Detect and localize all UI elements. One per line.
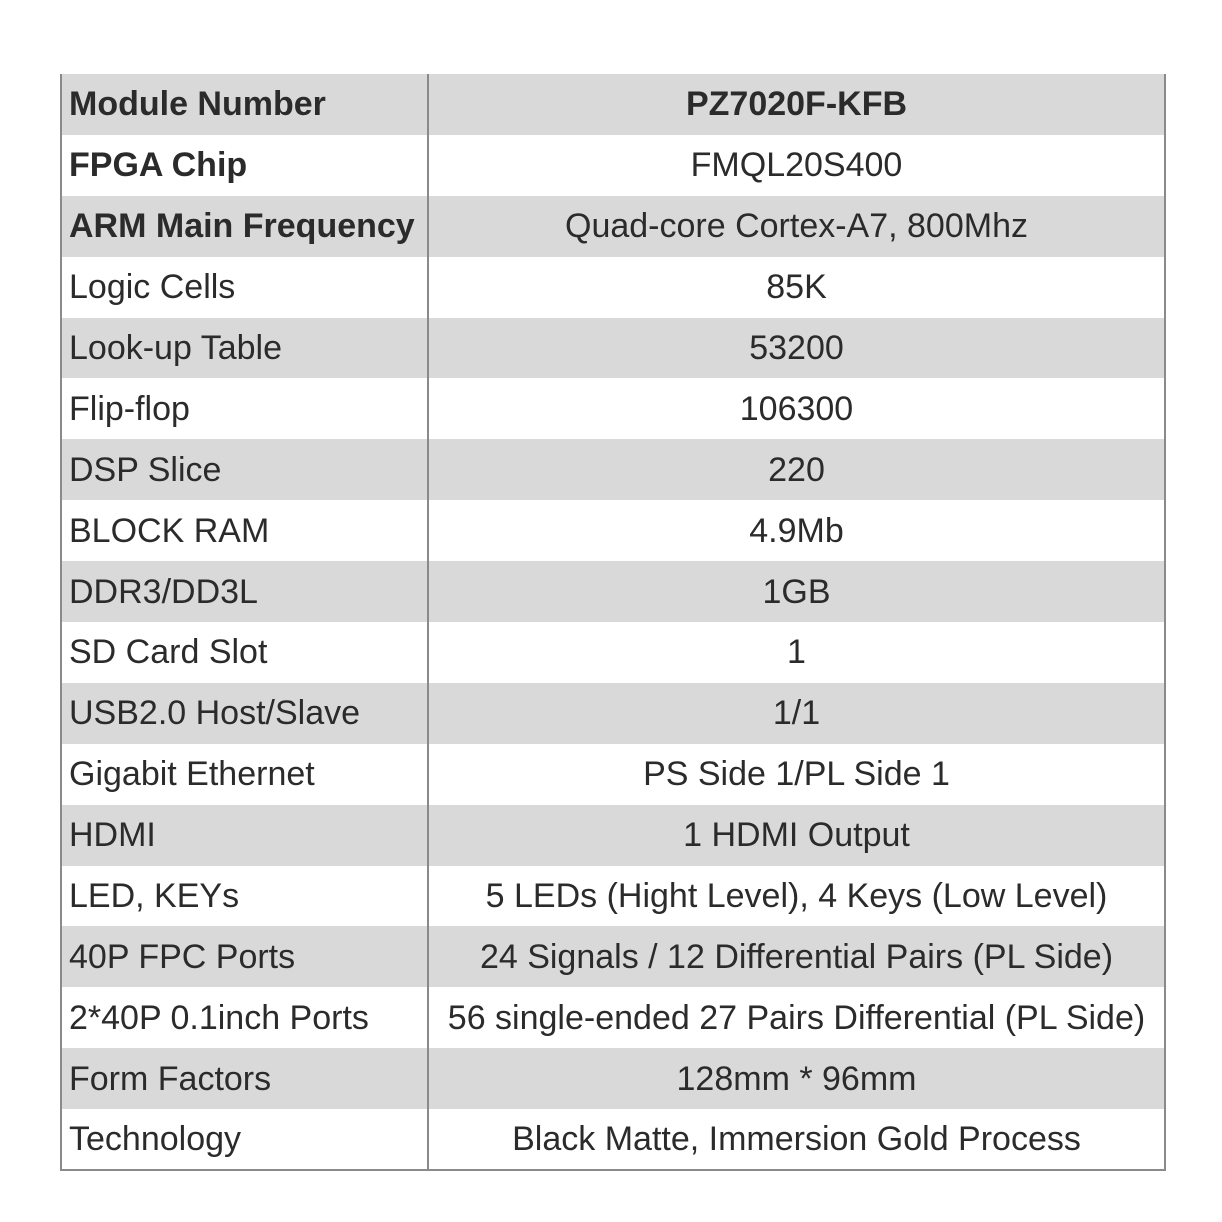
table-row-led-keys [61,866,1165,927]
row-label: FPGA Chip [61,135,428,196]
table-row-block-ram [61,500,1165,561]
table-row-module-number [61,74,1165,135]
spec-table-body [61,74,1165,1170]
row-value: 1GB [428,561,1165,622]
table-row-flip-flop [61,378,1165,439]
table-row-dsp-slice [61,439,1165,500]
row-label: SD Card Slot [61,622,428,683]
row-label: ARM Main Frequency [61,196,428,257]
row-value: Black Matte, Immersion Gold Process [512,1120,1081,1159]
table-row-look-up-table [61,318,1165,379]
table-row-inch-ports [61,987,1165,1048]
row-value: 4.9Mb [749,511,844,550]
table-row-fpga-chip [61,135,1165,196]
table-row-hdmi [61,805,1165,866]
table-row-gigabit-ethernet [61,744,1165,805]
row-value: 1 [787,633,806,672]
row-value: 220 [428,439,1165,500]
row-value: 1/1 [428,683,1165,744]
row-label: Gigabit Ethernet [61,744,428,805]
row-label: DDR3/DD3L [61,561,428,622]
spec-table [60,74,1166,1171]
row-label: USB2.0 Host/Slave [61,683,428,744]
row-value: PS Side 1/PL Side 1 [643,755,950,794]
row-label: Technology [61,1109,428,1170]
row-label: Module Number [61,74,428,135]
table-row-sd-card-slot [61,622,1165,683]
row-label: DSP Slice [61,439,428,500]
row-value: 53200 [428,318,1165,379]
row-label: LED, KEYs [61,866,428,927]
row-value: 1 HDMI Output [428,805,1165,866]
row-label: Look-up Table [61,318,428,379]
row-label: Flip-flop [61,378,428,439]
row-label: 40P FPC Ports [61,926,428,987]
row-value: FMQL20S400 [690,146,903,185]
table-row-technology [61,1109,1165,1170]
row-value: 106300 [739,389,854,428]
row-value: 128mm * 96mm [428,1048,1165,1109]
row-label: Logic Cells [61,257,428,318]
row-value: 24 Signals / 12 Differential Pairs (PL Side) [428,926,1165,987]
table-row-logic-cells [61,257,1165,318]
table-row-usb [61,683,1165,744]
row-value: 56 single-ended 27 Pairs Differential (PL Side) [447,998,1146,1037]
row-value: PZ7020F-KFB [428,74,1165,135]
row-label: 2*40P 0.1inch Ports [61,987,428,1048]
row-value: 85K [766,268,827,307]
row-label: BLOCK RAM [61,500,428,561]
row-label: HDMI [61,805,428,866]
row-label: Form Factors [61,1048,428,1109]
table-row-form-factors [61,1048,1165,1109]
table-row-arm-main-frequency [61,196,1165,257]
table-row-ddr3 [61,561,1165,622]
row-value: Quad-core Cortex-A7, 800Mhz [428,196,1165,257]
row-value: 5 LEDs (Hight Level), 4 Keys (Low Level) [485,877,1108,916]
table-row-fpc-ports [61,926,1165,987]
